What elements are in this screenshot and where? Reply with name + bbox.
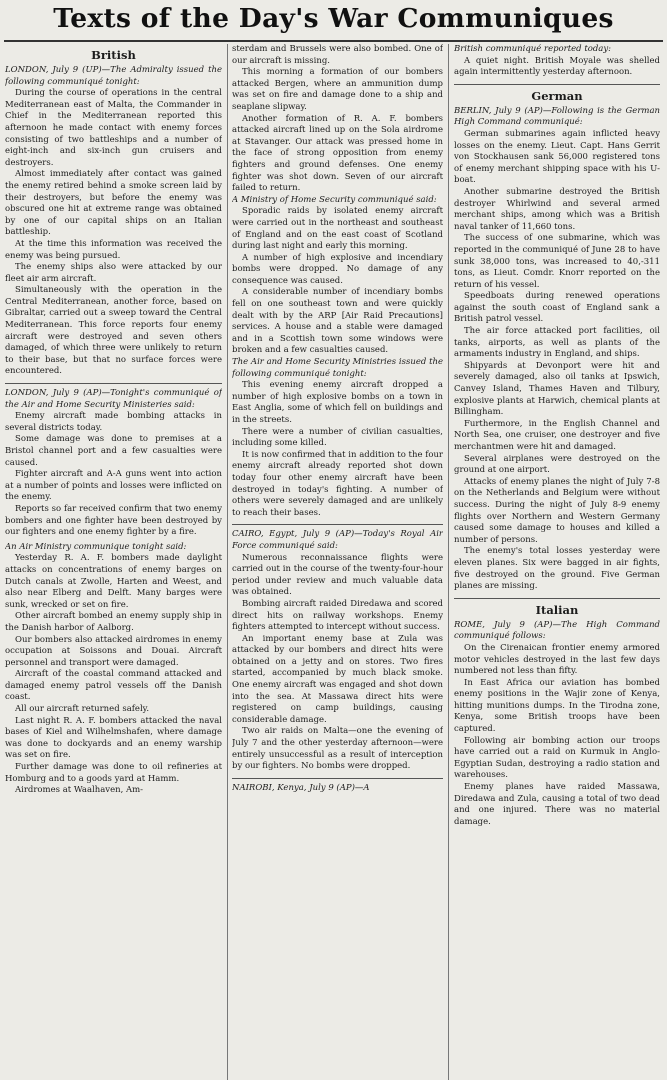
paragraph: The success of one submarine, which was reported in the communiqué of June 28 to have sunk 38,000 tons, was increased to 40,-311 tons, as Lieut. Comdr. Knorr reported on the return of his vessel. (454, 233, 660, 290)
paragraph: Last night R. A. F. bombers attacked the naval bases of Kiel and Wilhelmshafen, where damage was done to dockyards and an enemy warship was set on fire. (5, 715, 222, 761)
paragraph: All our aircraft returned safely. (15, 704, 150, 715)
paragraph: Airdromes at Waalhaven, Am- (15, 785, 144, 796)
dateline: ROME, July 9 (AP)—The High Command communiqué follows: (454, 619, 660, 642)
column-rule (448, 44, 449, 1080)
paragraph: Bombing aircraft raided Diredawa and scored direct hits on railway workshops. Enemy fighters attempted to intercept without success. (232, 598, 443, 633)
paragraph: A considerable number of incendiary bombs fell on one southeast town and were quickly dealt with by the ARP [Air Raid Precautions] services. A house and a stable were damaged and in a Scottish town some windows were broken and a few casualties caused. (232, 287, 443, 356)
paragraph: Speedboats during renewed operations against the south coast of England sank a British patrol vessel. (454, 291, 660, 325)
dateline: BERLIN, July 9 (AP)—Following is the German High Command communiqué: (454, 105, 660, 128)
dateline: CAIRO, Egypt, July 9 (AP)—Today's Royal Air Force communiqué said: (232, 529, 443, 551)
section-heading-italian: Italian (535, 602, 579, 617)
paragraph: Our bombers also attacked airdromes in enemy occupation at Soissons and Douai. Aircraft personnel and transport were damaged. (5, 634, 222, 668)
paragraph: Numerous reconnaissance flights were carried out in the course of the twenty-four-hour period under review and much valuable data was obtained. (232, 552, 443, 598)
separator (454, 598, 660, 599)
paragraph: German submarines again inflicted heavy losses on the enemy. Lieut. Capt. Hans Gerrit von Stockhausen sank 56,000 registered tons of enemy merchant shipping space with his U-boat. (454, 128, 660, 186)
paragraph: Several airplanes were destroyed on the ground at one airport. (454, 453, 660, 476)
paragraph: Further damage was done to oil refineries at Homburg and to a goods yard at Hamm. (5, 762, 222, 784)
paragraph: Another formation of R. A. F. bombers attacked aircraft lined up on the Sola airdrome at Stavanger. Our attack was pressed home in the face of strong opposition from enemy fighters and ground defenses. One enemy fighter was shot down. Seven of our aircraft failed to return. (232, 113, 443, 194)
paragraph: There were a number of civilian casualties, including some killed. (232, 426, 443, 449)
paragraph: The air force attacked port facilities, oil tanks, airports, as well as plants of the armaments industry in England, and ships. (454, 326, 660, 360)
paragraph: Enemy planes have raided Massawa, Diredawa and Zula, causing a total of two dead and one injured. There was no material damage. (454, 782, 660, 827)
dateline: LONDON, July 9 (UP)—The Admiralty issued the following communiqué tonight: (5, 65, 222, 87)
paragraph: Simultaneously with the operation in the Central Mediterranean, another force, based on Gibraltar, carried out a sweep toward the Central Mediterranean. This force reports four enemy aircraft were destroyed and seven others damaged, of which three were unlikely to return to their base, but that no surface forces were encountered. (5, 285, 222, 377)
paragraph: Fighter aircraft and A-A guns went into action at a number of points and losses were inflicted on the enemy. (5, 469, 222, 503)
separator (454, 84, 660, 85)
paragraph: Attacks of enemy planes the night of July 7-8 on the Netherlands and Belgium were without success. During the night of July 8-9 enemy flights over Northern and Western Germany caused some damage to houses and killed a number of persons. (454, 476, 660, 545)
paragraph: sterdam and Brussels were also bombed. One of our aircraft is missing. (232, 44, 443, 66)
paragraph: In East Africa our aviation has bombed enemy positions in the Wajir zone of Kenya, hitting munitions dumps. In the Tirodna zone, Kenya, some British troops have been captured. (454, 677, 660, 735)
subhead: The Air and Home Security Ministries issued the following communiqué tonight: (232, 357, 443, 379)
paragraph: It is now confirmed that in addition to the four enemy aircraft already reported shot down today four other enemy aircraft have been destroyed in today's fighting. A number of others were severely damaged and are unlikely to reach their bases. (232, 449, 443, 518)
paragraph: Some damage was done to premises at a Bristol channel port and a few casualties were caused. (5, 434, 222, 468)
paragraph: On the Cirenaican frontier enemy armored motor vehicles destroyed in the last few days numbered not less than fifty. (454, 642, 660, 677)
paragraph: Two air raids on Malta—one the evening of July 7 and the other yesterday afternoon—were entirely unsuccessful as a result of interception by our fighters. No bombs were dropped. (232, 726, 443, 772)
dateline: British communiqué reported today: (454, 44, 612, 54)
paragraph: Reports so far received confirm that two enemy bombers and one fighter have been destroyed by our fighters and one enemy fighter by a fire. (5, 503, 222, 538)
section-heading-british: British (91, 48, 136, 62)
separator (232, 778, 443, 779)
dateline: NAIROBI, Kenya, July 9 (AP)—A (232, 782, 370, 793)
column-1 (5, 44, 222, 1080)
paragraph: An important enemy base at Zula was attacked by our bombers and direct hits were obtained on a jetty and on stores. Two fires started, accompanied by much black smoke. One enemy aircraft was engaged and shot down into the sea. At Massawa direct hits were registered on camp buildings, causing considerable damage. (232, 633, 443, 725)
paragraph: A number of high explosive and incendiary bombs were dropped. No damage of any consequence was caused. (232, 252, 443, 286)
separator (5, 383, 222, 384)
paragraph: Following air bombing action our troops have carried out a raid on Kurmuk in Anglo-Egyptian Sudan, destroying a radio station and warehouses. (454, 735, 660, 781)
paragraph: At the time this information was received the enemy was being pursued. (5, 238, 222, 261)
page-headline: Texts of the Day's War Communiques (4, 0, 663, 42)
paragraph: The enemy ships also were attacked by our fleet air arm aircraft. (5, 262, 222, 284)
dateline: LONDON, July 9 (AP)—Tonight's communiqué of the Air and Home Security Ministeries said: (5, 388, 222, 410)
paragraph: Furthermore, in the English Channel and North Sea, one cruiser, one destroyer and five merchantmen were hit and damaged. (454, 418, 660, 452)
paragraph: During the course of operations in the central Mediterranean east of Malta, the Commander in Chief in the Mediterranean reported this afternoon he made contact with enemy forces consisting of two battleships and a number of eight-inch and six-inch gun cruisers and destroyers. (5, 88, 222, 168)
paragraph: Enemy aircraft made bombing attacks in several districts today. (5, 411, 222, 433)
section-heading-german: German (531, 88, 583, 103)
paragraph: Yesterday R. A. F. bombers made daylight attacks on concentrations of enemy barges on Dutch canals at Zwolle, Harten and Weest, and also near Elberg and Delft. Many barges were sunk, wrecked or set on fire. (5, 553, 222, 610)
paragraph: Almost immediately after contact was gained the enemy retired behind a smoke screen laid by their destroyers, but before the enemy was obscured one hit at extreme range was obtained by one of our capital ships on an Italian battleship. (5, 169, 222, 238)
paragraph: Shipyards at Devonport were hit and severely damaged, also oil tanks at Ipswich, Canvey Island, Thames Haven and Tilbury, explosive plants at Harwich, chemical plants at Billingham. (454, 360, 660, 418)
subhead: An Air Ministry communique tonight said: (5, 541, 187, 552)
paragraph: This morning a formation of our bombers attacked Bergen, where an ammunition dump was set on fire and damage done to a ship and seaplane slipway. (232, 67, 443, 112)
paragraph: A quiet night. British Moyale was shelled again intermittently yesterday afternoon. (454, 55, 660, 78)
paragraph: Another submarine destroyed the British destroyer Whirlwind and several armed merchant ships, among which was a British naval tanker of 11,660 tons. (454, 186, 660, 232)
paragraph: This evening enemy aircraft dropped a number of high explosive bombs on a town in East Anglia, some of which fell on buildings and in the streets. (232, 380, 443, 425)
paragraph: The enemy's total losses yesterday were eleven planes. Six were bagged in air fights, five destroyed on the ground. Five German planes are missing. (454, 546, 660, 592)
column-2 (232, 44, 443, 1080)
paragraph: Sporadic raids by isolated enemy aircraft were carried out in the northeast and southeast of England and on the east coast of Scotland during last night and early this morning. (232, 206, 443, 252)
column-3 (454, 44, 660, 1080)
paragraph: Other aircraft bombed an enemy supply ship in the Danish harbor of Aalborg. (5, 611, 222, 633)
column-rule (227, 44, 228, 1080)
subhead: A Ministry of Home Security communiqué said: (232, 194, 437, 205)
paragraph: Aircraft of the coastal command attacked and damaged enemy patrol vessels off the Danish coast. (5, 669, 222, 703)
separator (232, 524, 443, 525)
